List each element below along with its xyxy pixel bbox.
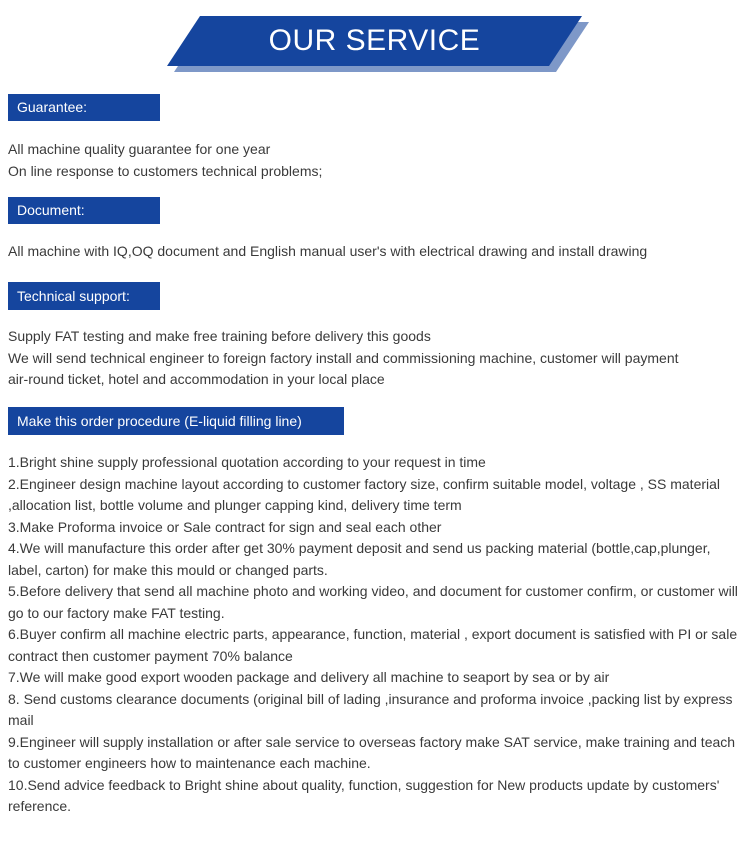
guarantee-text — [8, 139, 746, 182]
document-text — [8, 241, 746, 263]
procedure-item-9: 9.Engineer will supply installation or after sale service to overseas factory make SAT service, make training and teach — [8, 733, 736, 750]
procedure-item-5-cont: go to our factory make FAT testing. — [8, 604, 225, 621]
procedure-item-6: 6.Buyer confirm all machine electric parts, appearance, function, material , export document is satisfied with PI or sale — [8, 626, 738, 642]
service-banner — [160, 12, 600, 78]
technical-line: Supply FAT testing and make free training before delivery this goods — [8, 328, 431, 344]
procedure-item-10: 10.Send advice feedback to Bright shine about quality, function, suggestion for New products update by customers' — [8, 776, 720, 793]
section-label-document: Document: — [8, 197, 160, 224]
procedure-item-4-cont: label, carton) for make this mould or changed parts. — [8, 561, 328, 578]
procedure-item-8-cont: mail — [8, 712, 34, 728]
section-label-technical-support: Technical support: — [8, 282, 160, 310]
guarantee-line: All machine quality guarantee for one year — [8, 141, 271, 157]
procedure-item-2-cont: ,allocation list, bottle volume and plunger capping kind, delivery time term — [8, 497, 462, 513]
procedure-list — [8, 452, 746, 818]
procedure-item-4: 4.We will manufacture this order after get 30% payment deposit and send us packing material (bottle,cap,plunger, — [8, 540, 711, 556]
procedure-item-2: 2.Engineer design machine layout according to customer factory size, confirm suitable model, voltage , SS material — [8, 475, 721, 492]
section-label-order-procedure: Make this order procedure (E-liquid filling line) — [8, 407, 344, 435]
page-title: OUR SERVICE — [268, 24, 481, 57]
procedure-item-10-cont: reference. — [8, 798, 72, 814]
procedure-item-9-cont: to customer engineers how to maintenance each machine. — [8, 755, 371, 771]
technical-line: air-round ticket, hotel and accommodation in your local place — [8, 371, 385, 387]
section-label-guarantee: Guarantee: — [8, 94, 160, 121]
procedure-item-8: 8. Send customs clearance documents (original bill of lading ,insurance and proforma invoice ,packing list by express — [8, 690, 733, 707]
document-line: All machine with IQ,OQ document and English manual user's with electrical drawing and install drawing — [8, 243, 648, 259]
procedure-item-6-cont: contract then customer payment 70% balance — [8, 647, 293, 664]
technical-support-text — [8, 326, 746, 391]
procedure-item-5: 5.Before delivery that send all machine photo and working video, and document for customer confirm, or customer will — [8, 583, 738, 599]
guarantee-line: On line response to customers technical problems; — [8, 162, 323, 179]
procedure-item-7: 7.We will make good export wooden package and delivery all machine to seaport by sea or by air — [8, 669, 610, 685]
procedure-item-1: 1.Bright shine supply professional quotation according to your request in time — [8, 454, 486, 470]
procedure-item-3: 3.Make Proforma invoice or Sale contract for sign and seal each other — [8, 518, 442, 535]
technical-line: We will send technical engineer to foreign factory install and commissioning machine, customer will payment — [8, 349, 679, 366]
